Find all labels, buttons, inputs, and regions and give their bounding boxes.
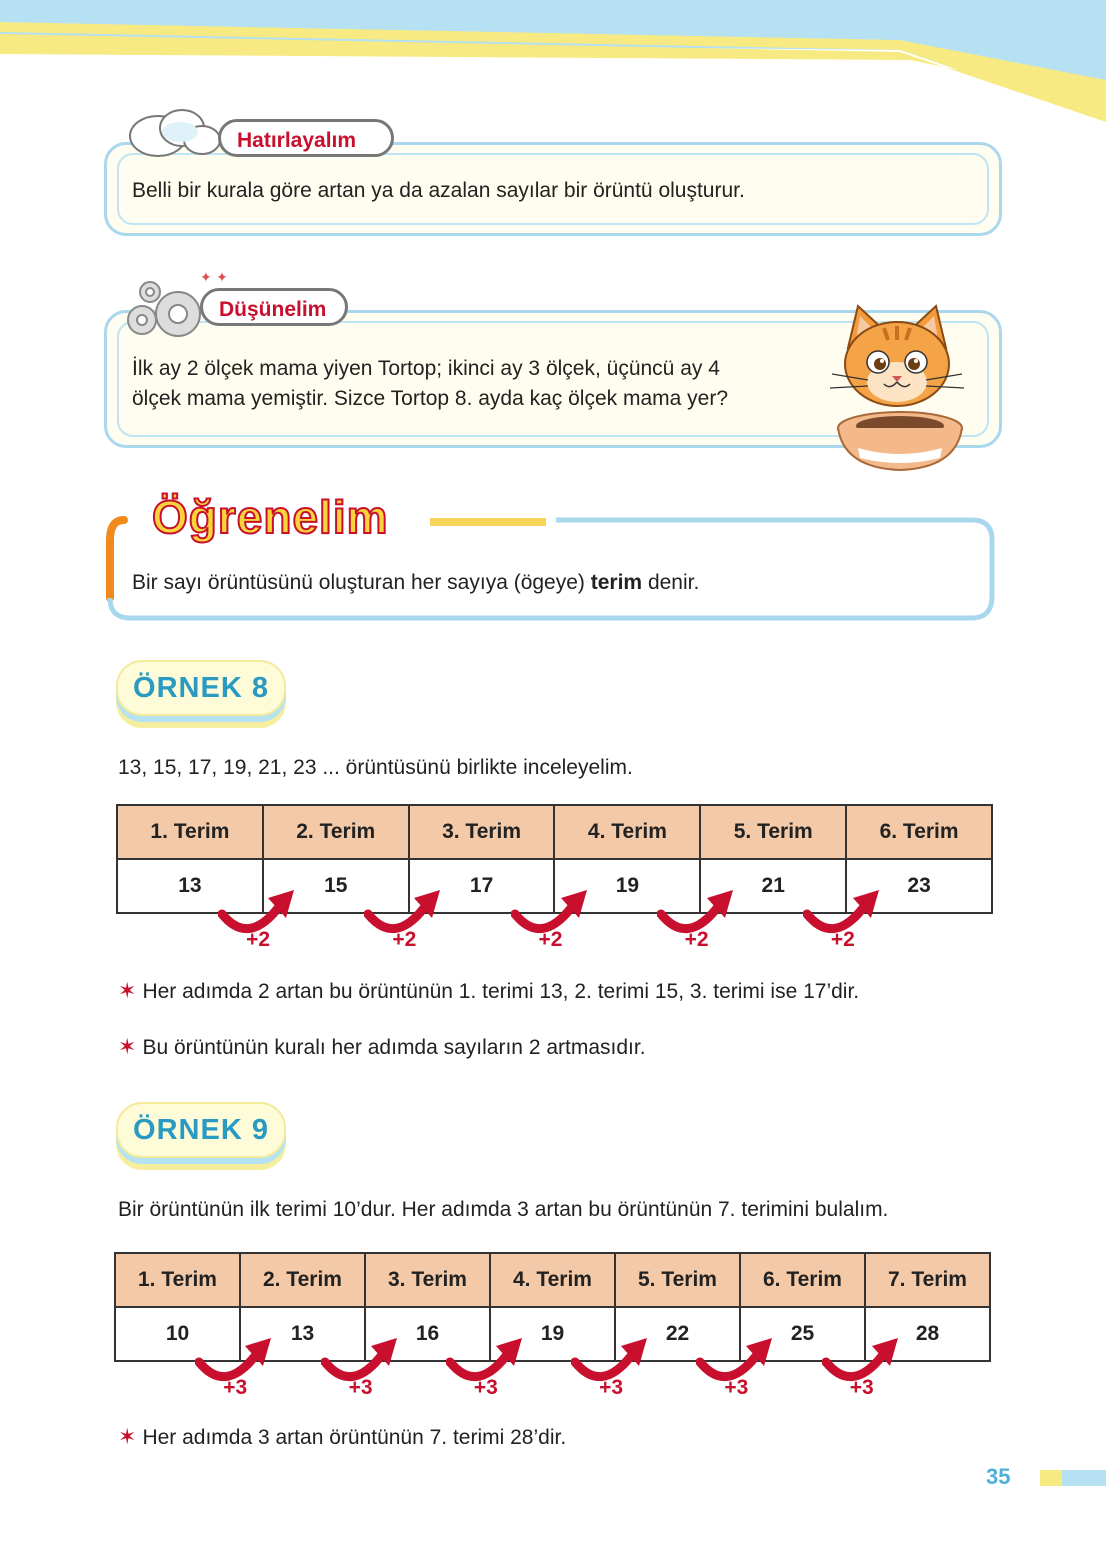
step-label: +2 — [246, 928, 271, 951]
page-corner-bar — [1062, 1470, 1106, 1486]
table9-value: 25 — [740, 1307, 865, 1361]
table9-value: 10 — [115, 1307, 240, 1361]
table9-value: 13 — [240, 1307, 365, 1361]
table8-header: 5. Terim — [700, 805, 846, 859]
table8-header: 3. Terim — [409, 805, 555, 859]
step-label: +2 — [392, 928, 417, 951]
step-label: +2 — [684, 928, 709, 951]
ornek8-badge — [116, 660, 286, 716]
ornek8-note2-text: Bu örüntünün kuralı her adımda sayıların 2 artmasıdır. — [142, 1036, 646, 1059]
table9-header: 3. Terim — [365, 1253, 490, 1307]
ornek8-note1-text: Her adımda 2 artan bu örüntünün 1. terimi 13, 2. terimi 15, 3. terimi ise 17’dir. — [142, 980, 860, 1003]
ornek8-note2 — [118, 1034, 646, 1060]
ogrenelim-definition — [132, 568, 699, 598]
star-icon: ✶ — [118, 1034, 137, 1059]
ornek9-note1-text: Her adımda 3 artan örüntünün 7. terimi 28’dir. — [142, 1426, 567, 1449]
definition-text-after: denir. — [642, 571, 700, 594]
table9-value: 28 — [865, 1307, 990, 1361]
ornek8-note1 — [118, 978, 859, 1004]
svg-text:✦ ✦: ✦ ✦ — [200, 270, 228, 286]
table8-value: 17 — [409, 859, 555, 913]
table8-value: 13 — [117, 859, 263, 913]
step-label: +3 — [223, 1376, 248, 1399]
dusunelim-line2: ölçek mama yemiştir. Sizce Tortop 8. ayda kaç ölçek mama yer? — [132, 387, 729, 410]
table8-header: 2. Terim — [263, 805, 409, 859]
table9-value: 16 — [365, 1307, 490, 1361]
table8-value: 21 — [700, 859, 846, 913]
hatirlayalim-text: Belli bir kurala göre artan ya da azalan sayılar bir örüntü oluşturur. — [132, 179, 745, 202]
ornek9-intro: Bir örüntünün ilk terimi 10’dur. Her adımda 3 artan bu örüntünün 7. terimini bulalım. — [118, 1198, 889, 1221]
ornek9-note1 — [118, 1424, 566, 1450]
table9-header: 6. Terim — [740, 1253, 865, 1307]
ornek8-intro: 13, 15, 17, 19, 21, 23 ... örüntüsünü birlikte inceleyelim. — [118, 756, 633, 779]
ogrenelim-title: Öğrenelim — [152, 491, 389, 543]
table9-header: 4. Terim — [490, 1253, 615, 1307]
step-label: +3 — [599, 1376, 624, 1399]
dusunelim-label: Düşünelim — [200, 288, 348, 326]
step-label: +2 — [538, 928, 563, 951]
table8-value: 15 — [263, 859, 409, 913]
ornek9-label: ÖRNEK 9 — [133, 1114, 269, 1146]
dusunelim-line1: İlk ay 2 ölçek mama yiyen Tortop; ikinci ay 3 ölçek, üçüncü ay 4 — [132, 357, 720, 380]
table8-header: 1. Terim — [117, 805, 263, 859]
table9-value: 22 — [615, 1307, 740, 1361]
cloud-icon — [120, 100, 230, 164]
step-label: +3 — [724, 1376, 749, 1399]
table9-header: 2. Terim — [240, 1253, 365, 1307]
table8-value: 19 — [554, 859, 700, 913]
page-corner-bar — [1040, 1470, 1062, 1486]
step-label: +3 — [473, 1376, 498, 1399]
hatirlayalim-label: Hatırlayalım — [218, 119, 394, 157]
definition-text-before: Bir sayı örüntüsünü oluşturan her sayıya (ögeye) — [132, 571, 591, 594]
cat-with-bowl-illustration — [828, 298, 968, 474]
star-icon: ✶ — [118, 1424, 137, 1449]
ornek8-label: ÖRNEK 8 — [133, 672, 269, 704]
definition-term: terim — [590, 571, 643, 594]
step-label: +2 — [830, 928, 855, 951]
table8-header: 6. Terim — [846, 805, 992, 859]
table8-value: 23 — [846, 859, 992, 913]
step-label: +3 — [849, 1376, 874, 1399]
table9-header: 5. Terim — [615, 1253, 740, 1307]
star-icon: ✶ — [118, 978, 137, 1003]
table9-header: 1. Terim — [115, 1253, 240, 1307]
ornek9-badge — [116, 1102, 286, 1158]
table8-header: 4. Terim — [554, 805, 700, 859]
page-number: 35 — [986, 1464, 1011, 1489]
step-label: +3 — [348, 1376, 373, 1399]
table9-header: 7. Terim — [865, 1253, 990, 1307]
table9-value: 19 — [490, 1307, 615, 1361]
